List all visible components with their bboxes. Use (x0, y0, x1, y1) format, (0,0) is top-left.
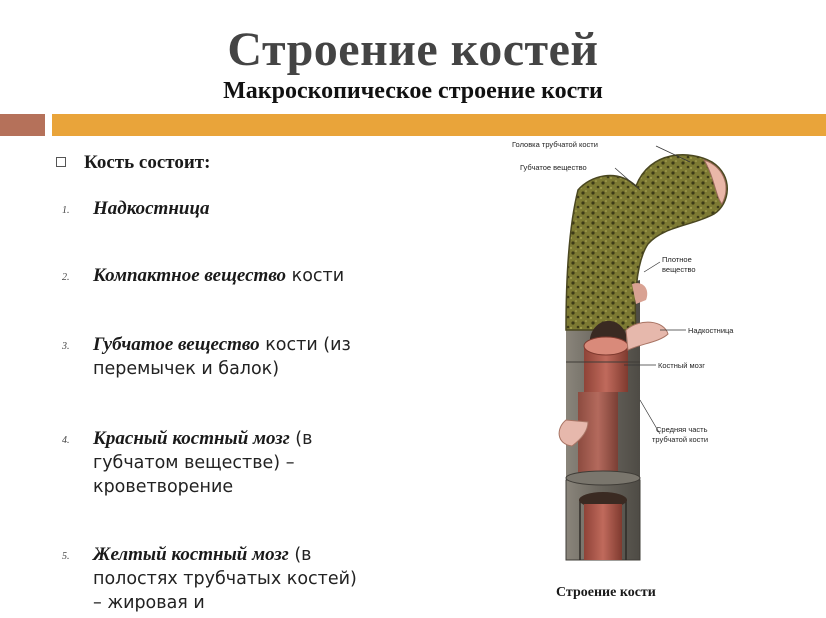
label-head: Головка трубчатой кости (512, 140, 598, 149)
item-number: 2. (62, 272, 70, 283)
figure-caption: Строение кости (556, 585, 656, 600)
item-term: Красный костный мозг (93, 428, 290, 449)
label-compact-2: вещество (662, 265, 696, 274)
item-number: 3. (62, 341, 70, 352)
label-middle-1: Средняя часть (656, 425, 708, 434)
item-description: кости (из перемычек и балок) (93, 335, 351, 379)
item-term: Губчатое вещество (93, 334, 260, 355)
item-description: (в полостях трубчатых костей) – жировая и (93, 545, 357, 613)
item-number: 1. (62, 205, 70, 216)
intro-text: Кость состоит: (84, 152, 211, 173)
item-description: кости (286, 266, 345, 286)
label-middle-2: трубчатой кости (652, 435, 709, 444)
item-number: 4. (62, 435, 70, 446)
item-term: Желтый костный мозг (93, 544, 289, 565)
item-term: Компактное вещество (93, 265, 287, 286)
slide-title: Строение костей (227, 23, 599, 76)
slide-subtitle: Макроскопическое строение кости (223, 78, 603, 104)
label-marrow: Костный мозг (658, 361, 705, 370)
periosteum-flap-upper (626, 322, 668, 350)
label-periosteum: Надкостница (688, 326, 734, 335)
bone-head-spongy (566, 155, 727, 330)
item-number: 5. (62, 551, 70, 562)
item-description: (в губчатом веществе) – кроветворение (93, 429, 313, 497)
label-compact-1: Плотное (662, 255, 692, 264)
item-term: Надкостница (93, 198, 210, 219)
label-spongy: Губчатое вещество (520, 163, 587, 172)
